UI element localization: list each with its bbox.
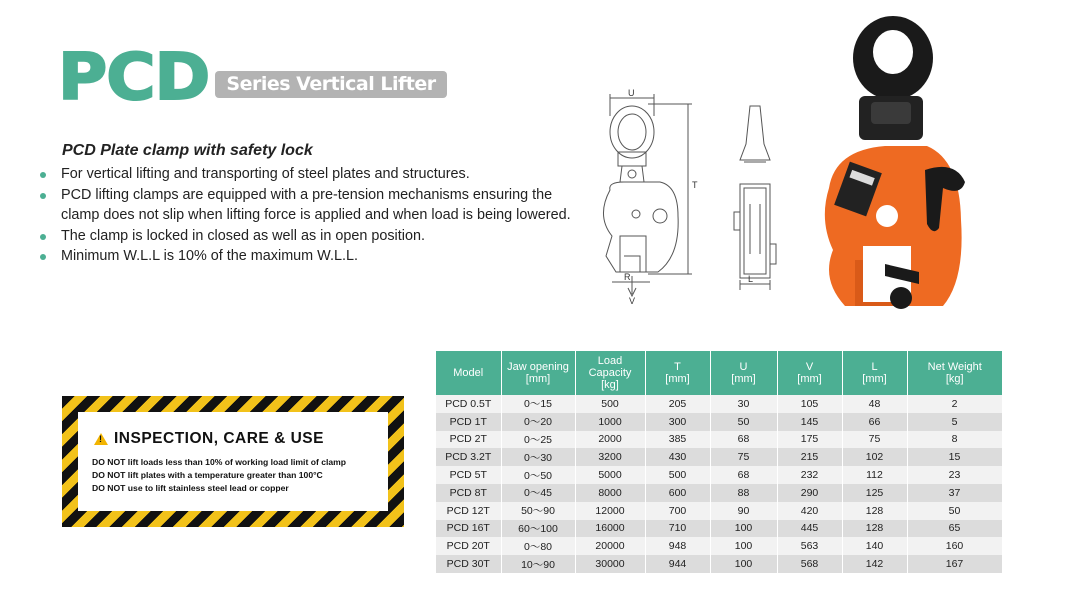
- table-cell: 0～45: [501, 484, 575, 502]
- table-cell: 5000: [575, 466, 645, 484]
- warning-lines: [92, 456, 346, 495]
- table-cell: 1000: [575, 413, 645, 431]
- col-header-l: L [mm]: [842, 351, 907, 395]
- table-cell: 30: [710, 395, 777, 413]
- table-cell: 100: [710, 520, 777, 538]
- table-cell: 128: [842, 502, 907, 520]
- table-cell: 100: [710, 555, 777, 573]
- col-header-t: T [mm]: [645, 351, 710, 395]
- col-header-jaw-opening: Jaw opening [mm]: [501, 351, 575, 395]
- dim-u-label: U: [628, 88, 635, 98]
- table-row: [436, 431, 1002, 449]
- table-cell: 3200: [575, 448, 645, 466]
- table-row: [436, 537, 1002, 555]
- feature-item: Minimum W.L.L is 10% of the maximum W.L.L.: [38, 246, 578, 267]
- table-cell: 125: [842, 484, 907, 502]
- table-cell: 23: [907, 466, 1002, 484]
- warning-line: DO NOT lift loads less than 10% of working load limit of clamp: [92, 457, 347, 467]
- table-cell: 100: [710, 537, 777, 555]
- warning-panel: [78, 412, 388, 511]
- table-cell: 430: [645, 448, 710, 466]
- table-header-row: [436, 351, 1002, 395]
- table-cell: 232: [777, 466, 842, 484]
- table-cell: 0～15: [501, 395, 575, 413]
- table-cell: PCD 12T: [436, 502, 501, 520]
- warning-title: [94, 430, 324, 448]
- table-row: [436, 484, 1002, 502]
- side-view-drawing: [720, 104, 790, 294]
- table-cell: 700: [645, 502, 710, 520]
- dim-v-label: V: [629, 296, 636, 306]
- table-cell: 175: [777, 431, 842, 449]
- table-cell: 2000: [575, 431, 645, 449]
- col-header-model: Model: [436, 351, 501, 395]
- table-cell: PCD 5T: [436, 466, 501, 484]
- table-cell: 568: [777, 555, 842, 573]
- table-cell: 50: [710, 413, 777, 431]
- table-cell: 128: [842, 520, 907, 538]
- table-cell: 15: [907, 448, 1002, 466]
- table-cell: 48: [842, 395, 907, 413]
- table-cell: PCD 2T: [436, 431, 501, 449]
- warning-line: DO NOT lift plates with a temperature greater than 100°C: [92, 470, 323, 480]
- table-cell: 948: [645, 537, 710, 555]
- table-cell: 0～30: [501, 448, 575, 466]
- table-row: [436, 520, 1002, 538]
- table-cell: 167: [907, 555, 1002, 573]
- table-cell: 50: [907, 502, 1002, 520]
- table-cell: 710: [645, 520, 710, 538]
- table-cell: 500: [575, 395, 645, 413]
- table-cell: 145: [777, 413, 842, 431]
- table-cell: 75: [710, 448, 777, 466]
- feature-item: PCD lifting clamps are equipped with a pre-tension mechanisms ensuring the clamp does not slip when lifting force is applied and when load is being lowered.: [38, 185, 578, 226]
- table-cell: 75: [842, 431, 907, 449]
- table-cell: 12000: [575, 502, 645, 520]
- table-cell: 500: [645, 466, 710, 484]
- table-cell: 160: [907, 537, 1002, 555]
- table-cell: 0～20: [501, 413, 575, 431]
- table-cell: 66: [842, 413, 907, 431]
- table-row: [436, 466, 1002, 484]
- product-subtitle: PCD Plate clamp with safety lock: [62, 142, 313, 159]
- table-cell: 420: [777, 502, 842, 520]
- table-cell: 205: [645, 395, 710, 413]
- table-cell: 142: [842, 555, 907, 573]
- front-view-drawing: [588, 86, 700, 306]
- inspection-warning-box: [62, 396, 404, 527]
- table-cell: PCD 3.2T: [436, 448, 501, 466]
- table-cell: 300: [645, 413, 710, 431]
- dim-t-label: T: [692, 180, 698, 190]
- table-cell: 600: [645, 484, 710, 502]
- table-cell: 8000: [575, 484, 645, 502]
- table-cell: 68: [710, 466, 777, 484]
- table-cell: 37: [907, 484, 1002, 502]
- table-cell: 0～25: [501, 431, 575, 449]
- table-cell: 215: [777, 448, 842, 466]
- feature-item: The clamp is locked in closed as well as in open position.: [38, 226, 578, 247]
- table-cell: PCD 1T: [436, 413, 501, 431]
- table-cell: PCD 0.5T: [436, 395, 501, 413]
- pcd-logo: PCD: [58, 41, 210, 115]
- table-cell: 112: [842, 466, 907, 484]
- table-row: [436, 502, 1002, 520]
- warning-title-text: INSPECTION, CARE & USE: [114, 430, 324, 447]
- series-badge: Series Vertical Lifter: [215, 71, 447, 98]
- dim-r-label: R: [624, 272, 631, 282]
- warning-triangle-icon: [94, 433, 108, 445]
- table-cell: 20000: [575, 537, 645, 555]
- table-cell: 140: [842, 537, 907, 555]
- table-cell: 50～90: [501, 502, 575, 520]
- table-cell: 10～90: [501, 555, 575, 573]
- table-cell: 563: [777, 537, 842, 555]
- table-cell: PCD 8T: [436, 484, 501, 502]
- warning-line: DO NOT use to lift stainless steel lead or copper: [92, 483, 289, 493]
- dim-l-label: L: [748, 274, 754, 284]
- table-cell: 2: [907, 395, 1002, 413]
- table-cell: 90: [710, 502, 777, 520]
- table-row: [436, 555, 1002, 573]
- col-header-u: U [mm]: [710, 351, 777, 395]
- table-cell: PCD 20T: [436, 537, 501, 555]
- table-cell: 0～80: [501, 537, 575, 555]
- table-cell: 102: [842, 448, 907, 466]
- table-cell: 290: [777, 484, 842, 502]
- spec-table: [436, 351, 1003, 573]
- table-cell: PCD 30T: [436, 555, 501, 573]
- table-cell: 445: [777, 520, 842, 538]
- feature-list: [38, 164, 578, 267]
- feature-item: For vertical lifting and transporting of steel plates and structures.: [38, 164, 578, 185]
- table-cell: 16000: [575, 520, 645, 538]
- col-header-load-capacity: Load Capacity [kg]: [575, 351, 645, 395]
- table-cell: 60～100: [501, 520, 575, 538]
- table-cell: 385: [645, 431, 710, 449]
- col-header-net-weight: Net Weight [kg]: [907, 351, 1002, 395]
- product-photo: [815, 10, 975, 315]
- table-cell: 8: [907, 431, 1002, 449]
- col-header-v: V [mm]: [777, 351, 842, 395]
- table-cell: 5: [907, 413, 1002, 431]
- table-cell: 65: [907, 520, 1002, 538]
- table-cell: 30000: [575, 555, 645, 573]
- table-cell: 105: [777, 395, 842, 413]
- table-cell: 0～50: [501, 466, 575, 484]
- table-cell: 68: [710, 431, 777, 449]
- table-cell: 944: [645, 555, 710, 573]
- table-row: [436, 413, 1002, 431]
- table-row: [436, 395, 1002, 413]
- table-cell: PCD 16T: [436, 520, 501, 538]
- table-cell: 88: [710, 484, 777, 502]
- table-row: [436, 448, 1002, 466]
